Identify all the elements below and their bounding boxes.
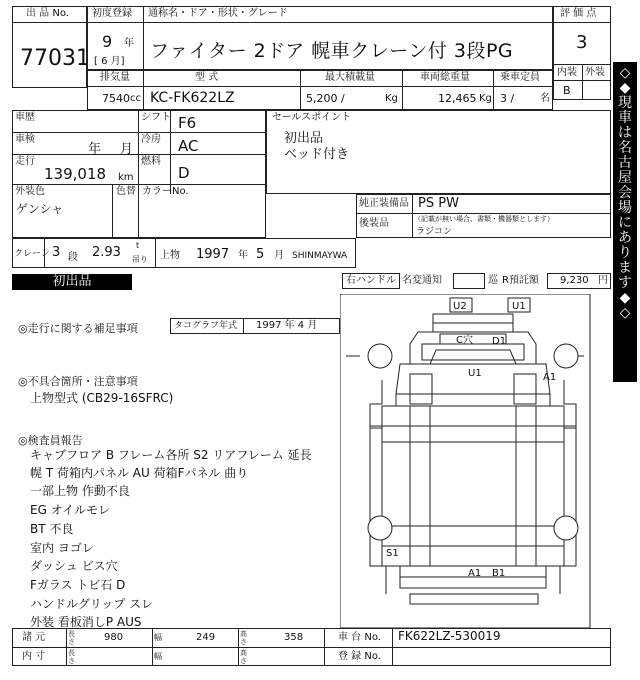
history-label: 車歴 <box>15 112 35 123</box>
sideband-char: り <box>618 245 632 261</box>
mileage-label: 走行 <box>15 156 35 167</box>
crane-stages-unit: 段 <box>68 252 78 263</box>
ac-label: 冷房 <box>141 134 161 145</box>
front-left-wheel <box>368 344 392 368</box>
aftermarket-value: ラジコン <box>416 227 453 237</box>
upper-month: 5 <box>256 247 265 262</box>
lot-label: 出 品 No. <box>26 8 69 19</box>
sideband-char: 会 <box>618 185 632 201</box>
defect-line-1: 上物型式 (CB29-16SFRC) <box>30 391 174 405</box>
width-label: 幅 <box>154 633 162 642</box>
report-line: 室内 ヨゴレ <box>30 541 94 555</box>
damage-d1: D1 <box>492 336 507 347</box>
height-value: 358 <box>284 632 304 643</box>
lot-number: 77031 <box>20 46 90 71</box>
sideband-char: 屋 <box>618 170 632 186</box>
width-value: 249 <box>196 632 216 643</box>
max-load-label: 最大積載量 <box>325 72 375 83</box>
gross-weight-label: 車両総重量 <box>420 72 470 83</box>
front-right-wheel <box>554 344 578 368</box>
report-line: EG オイルモレ <box>30 503 111 517</box>
damage-u1-top: U1 <box>512 301 526 312</box>
upper-year-unit: 年 <box>238 250 248 261</box>
shift-value: F6 <box>178 114 197 132</box>
dims-label: 諸 元 <box>22 632 46 643</box>
fuel-label: 燃料 <box>141 156 161 167</box>
shift-label: シフト <box>141 112 171 123</box>
width-label-2: 幅 <box>154 652 162 661</box>
genuine-value: PS PW <box>418 196 459 211</box>
sales-line-2: ベッド付き <box>284 147 350 162</box>
height-label: 高さ <box>240 630 247 646</box>
rear-left-wheel <box>368 516 392 540</box>
car-name: ファイター 2ドア 幌車クレーン付 3段PG <box>150 40 514 62</box>
color-no-label: カラーNo. <box>142 186 189 197</box>
upper-month-unit: 月 <box>274 250 284 261</box>
fuel-value: D <box>178 164 190 182</box>
crane-stages: 3 <box>52 245 61 260</box>
mileage-unit: km <box>118 172 134 183</box>
length-label-2: 長さ <box>68 649 75 665</box>
crane-tons-unit-top: t <box>136 241 140 250</box>
report-line: キャブフロア B フレーム各所 S2 リアフレーム 延長 <box>30 448 312 462</box>
recycle-label: R預託額 <box>502 275 539 286</box>
damage-a1-bottom: A1 <box>468 568 482 579</box>
first-reg-label: 初度登録 <box>92 8 132 19</box>
report-line: 一部上物 作動不良 <box>30 484 130 498</box>
height-label-2: 高さ <box>240 649 247 665</box>
sideband-char: ◆ <box>619 80 631 96</box>
interior-grade: B <box>563 84 571 97</box>
first-reg-year-unit: 年 <box>124 38 134 49</box>
sales-point-label: セールスポイント <box>272 112 352 123</box>
model-value: KC-FK622LZ <box>150 90 235 106</box>
crane-tons: 2.93 <box>92 245 121 260</box>
chassis-value: FK622LZ-530019 <box>398 629 501 643</box>
reg-label: 登 録 No. <box>338 651 381 662</box>
interior-dims-label: 内 寸 <box>22 651 46 662</box>
inspection-month: 月 <box>120 142 134 157</box>
first-reg-month: [ 6 月] <box>94 56 125 67</box>
gross-weight-unit: Kg <box>479 93 492 104</box>
recycle-prefix: 巡 <box>488 275 498 286</box>
interior-label: 内装 <box>557 67 577 78</box>
gross-weight-value: 12,465 <box>438 92 477 105</box>
max-load-unit: Kg <box>385 93 398 104</box>
truck-diagram <box>340 294 594 630</box>
capacity-unit: 名 <box>540 93 550 104</box>
ac-value: AC <box>178 137 199 155</box>
inspection-label: 車検 <box>15 134 35 145</box>
rating-value: 3 <box>576 32 588 53</box>
car-label: 通称名・ドア・形状・グレード <box>148 8 288 19</box>
crane-tons-unit-bottom: 吊り <box>132 255 148 264</box>
sideband-char: に <box>618 215 632 231</box>
damage-b1-bottom: B1 <box>492 568 506 579</box>
crane-maker: SHINMAYWA <box>292 251 348 261</box>
tacho-value: 1997 年 4 月 <box>256 320 318 331</box>
damage-u1-mid: U1 <box>468 368 482 379</box>
recycle-value: 9,230 <box>560 275 589 286</box>
capacity-value: 3 / <box>500 92 515 105</box>
aftermarket-note: （記載が無い場合、書類・機器類とします） <box>414 215 554 223</box>
damage-u2: U2 <box>453 301 467 312</box>
rear-right-wheel <box>554 516 578 540</box>
inspector-title: ◎検査員報告 <box>18 434 83 447</box>
sideband-char: ◆ <box>619 290 631 306</box>
supplement-title: ◎走行に関する補足事項 <box>18 322 138 335</box>
name-change-label: 名変通知 <box>402 275 442 286</box>
handle-value: 右ハンドル <box>346 275 396 286</box>
damage-s1: S1 <box>386 548 399 559</box>
damage-a1-right: A1 <box>543 372 557 383</box>
color-label: 外装色 <box>15 186 45 197</box>
model-label: 型 式 <box>195 72 219 83</box>
color-value: ゲンシャ <box>16 202 64 216</box>
capacity-label: 乗車定員 <box>500 72 540 83</box>
report-line: 外装 看板消しP AUS <box>30 615 142 629</box>
sideband-char: あ <box>618 230 632 246</box>
sideband-char: 名 <box>618 140 632 156</box>
upper-year: 1997 <box>196 247 230 262</box>
displacement-value: 7540 <box>102 92 130 105</box>
displacement-label: 排気量 <box>100 72 130 83</box>
inspection-year: 年 <box>88 142 102 157</box>
sideband-char: ま <box>618 260 632 276</box>
exterior-label: 外装 <box>585 67 605 78</box>
chassis-label: 車 台 No. <box>338 632 381 643</box>
length-value: 980 <box>104 632 124 643</box>
first-reg-year: 9 <box>102 32 113 51</box>
report-line: ダッシュ ビス穴 <box>30 559 118 573</box>
max-load-value: 5,200 / <box>306 92 345 105</box>
sideband-char: ◇ <box>619 305 631 321</box>
report-line: BT 不良 <box>30 522 74 536</box>
sideband-char: 場 <box>618 200 632 216</box>
rating-label: 評 価 点 <box>560 8 597 19</box>
sideband-char: 古 <box>618 155 632 171</box>
displacement-unit: cc <box>130 93 141 104</box>
report-line: 幌 T 荷箱内パネル AU 荷箱Fパネル 曲り <box>30 466 249 480</box>
damage-c-hole: C穴 <box>456 335 473 346</box>
name-change-box <box>453 273 485 289</box>
sales-line-1: 初出品 <box>284 131 324 146</box>
tacho-label: タコグラフ年式 <box>174 321 238 331</box>
sideband-char: す <box>618 275 632 291</box>
genuine-label: 純正装備品 <box>359 198 409 209</box>
sideband-char: 現 <box>618 95 632 111</box>
upper-label: 上物 <box>160 250 180 261</box>
venue-sideband <box>613 62 637 382</box>
crane-label: クレーン <box>14 249 50 259</box>
first-listing-bar: 初出品 <box>12 274 132 290</box>
recycle-unit: 円 <box>598 275 608 286</box>
mileage-value: 139,018 <box>44 165 107 183</box>
report-line: ハンドルグリップ スレ <box>30 597 154 611</box>
sideband-char: ◇ <box>619 65 631 81</box>
length-label: 長さ <box>68 630 75 646</box>
aftermarket-label: 後装品 <box>359 218 389 229</box>
report-line: Fガラス トビ石 D <box>30 578 126 592</box>
sideband-char: は <box>618 125 632 141</box>
sideband-char: 車 <box>618 110 632 126</box>
color-change-label: 色替 <box>116 186 136 197</box>
defect-title: ◎不具合箇所・注意事項 <box>18 375 138 388</box>
